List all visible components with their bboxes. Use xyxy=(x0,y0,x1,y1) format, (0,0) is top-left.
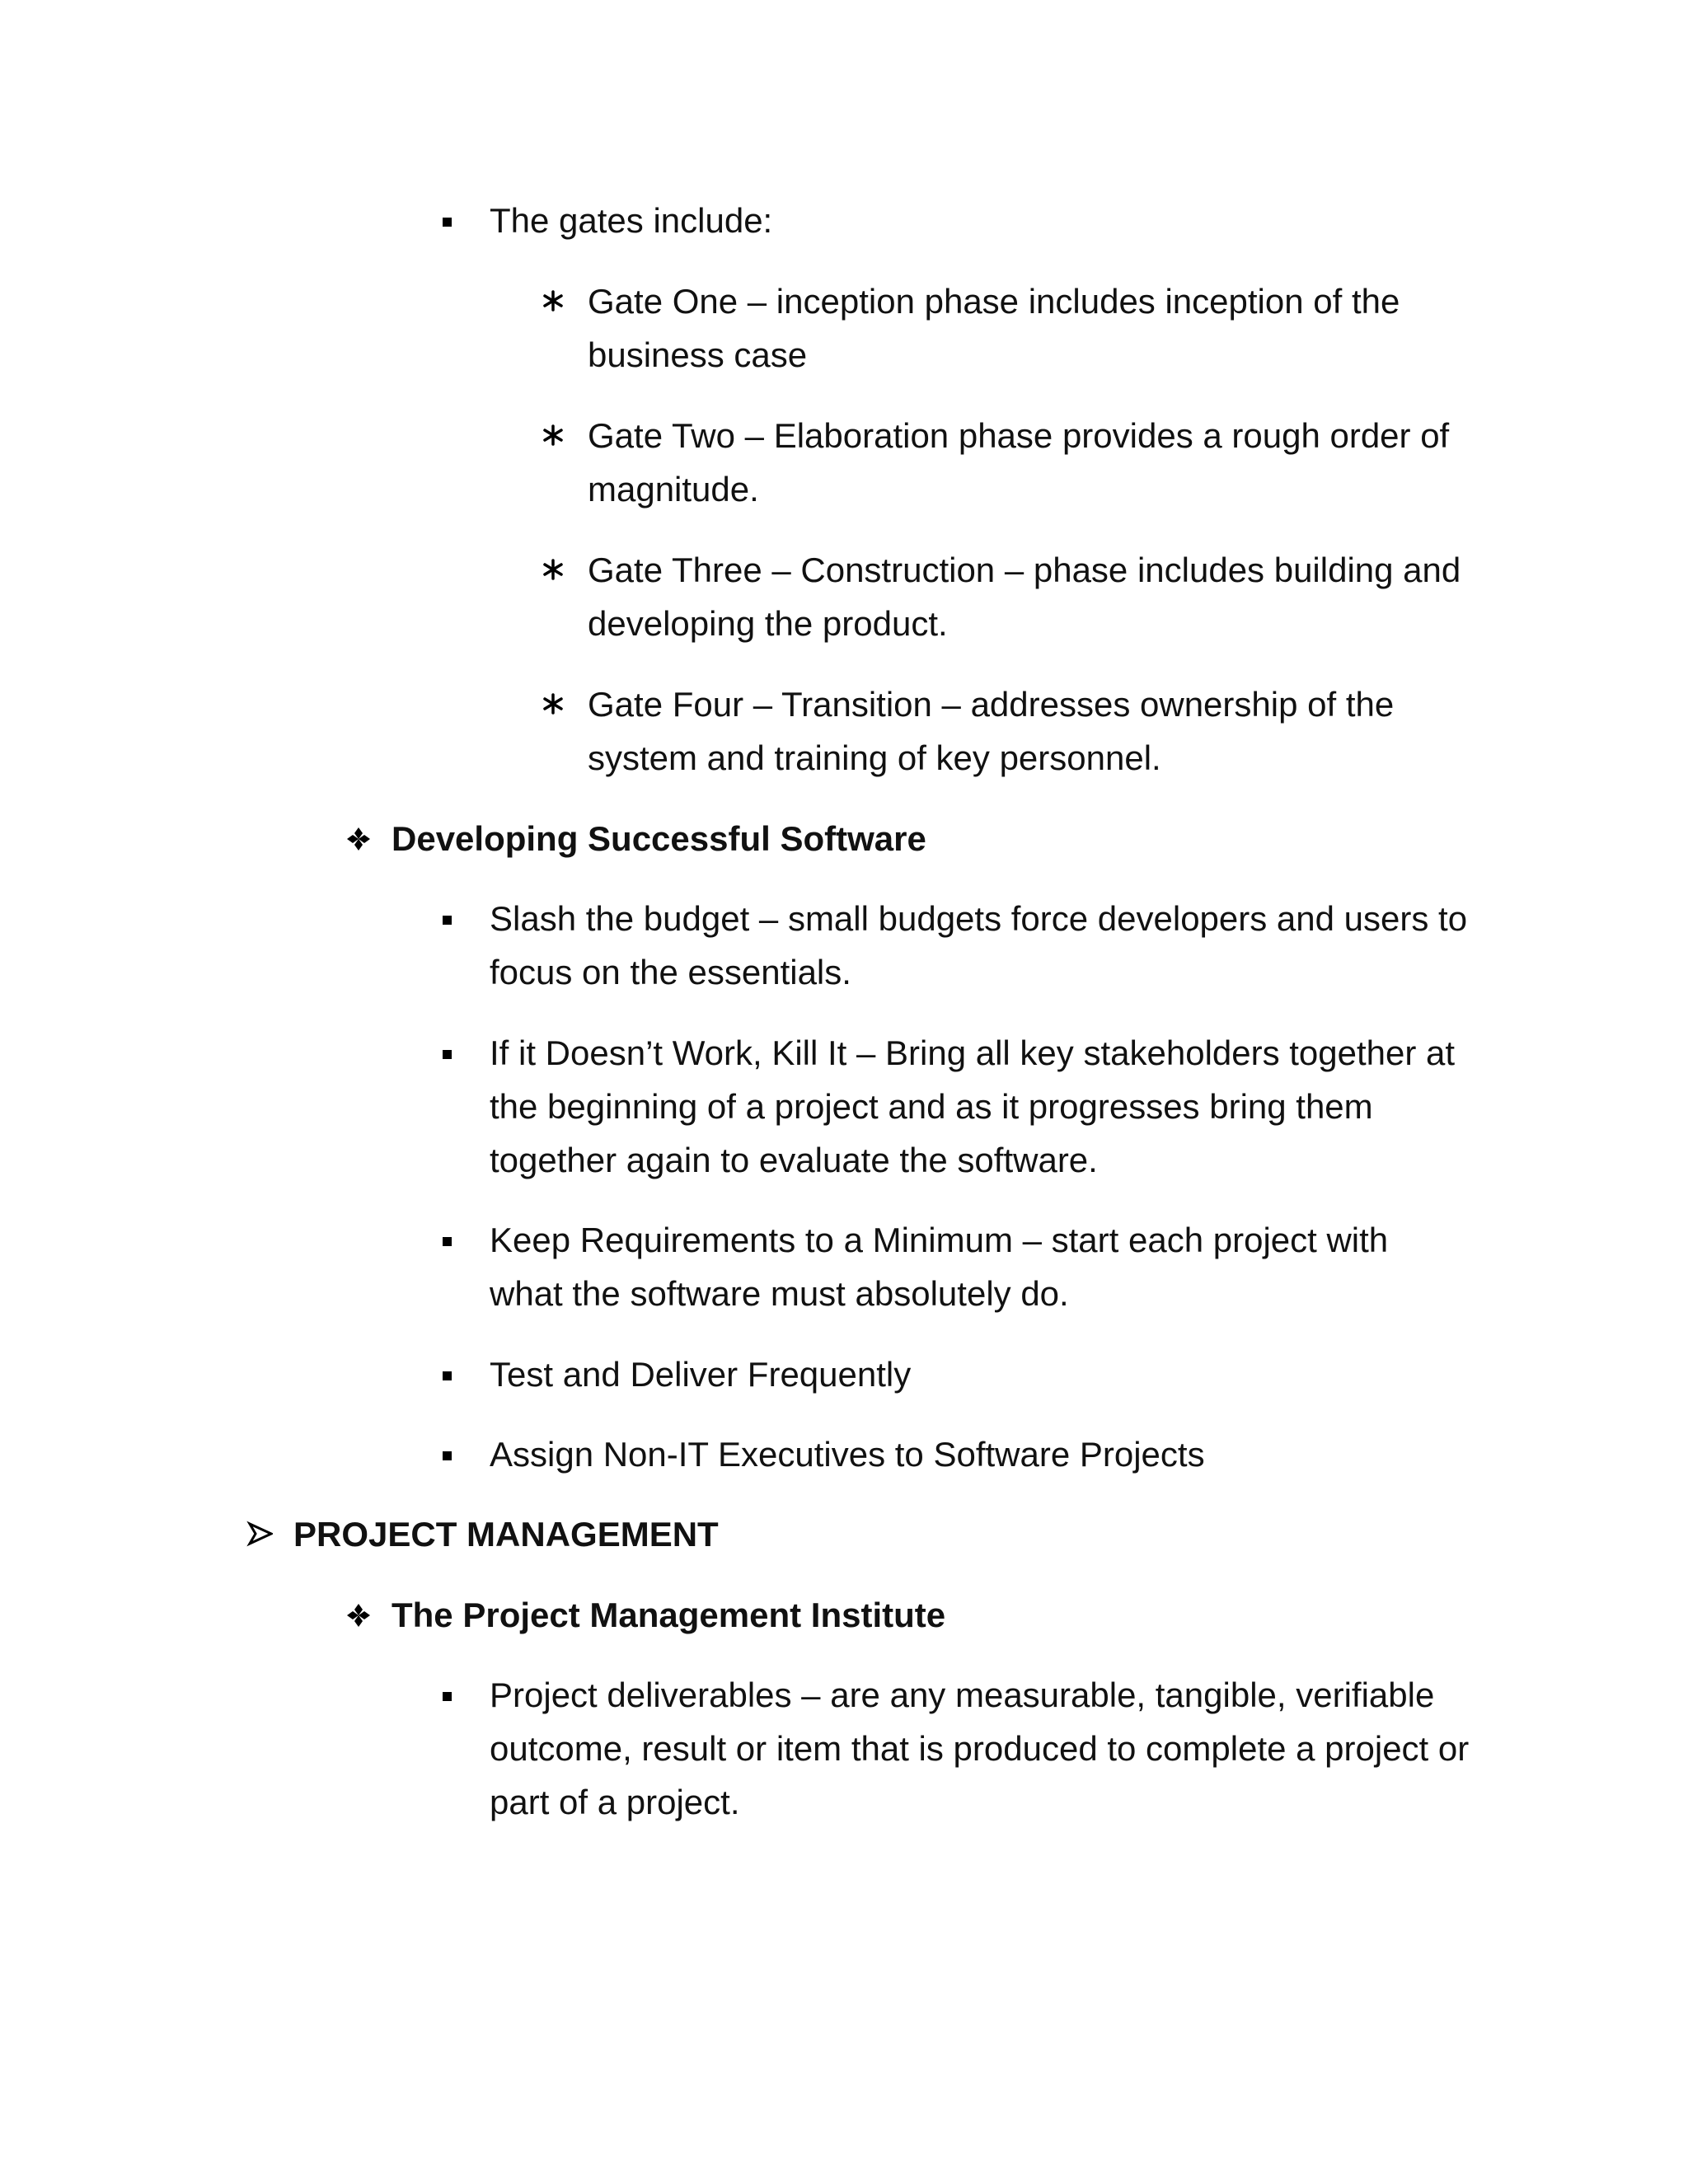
list-item-text: The gates include: xyxy=(490,201,773,240)
square-bullet-icon xyxy=(443,892,452,945)
section-heading xyxy=(392,1588,1463,1642)
list-item xyxy=(490,892,1487,999)
list-item xyxy=(588,274,1486,382)
square-bullet-icon xyxy=(443,1347,452,1401)
list-item xyxy=(490,1213,1429,1320)
arrow-bullet-icon xyxy=(246,1507,273,1561)
list-item xyxy=(588,677,1486,785)
list-item-text: Project deliverables – are any measurable, tangible, verifiable outcome, result or item that is produced to complete a project or part of a project. xyxy=(490,1675,1470,1821)
list-item xyxy=(490,194,1479,247)
list-item-text: Gate Two – Elaboration phase provides a rough order of magnitude. xyxy=(588,416,1450,509)
section-heading xyxy=(293,1507,1365,1561)
list-item-text: If it Doesn’t Work, Kill It – Bring all key stakeholders together at the beginning of a project and as it progresses bring them together again to evaluate the software. xyxy=(490,1033,1456,1179)
list-item xyxy=(490,1347,1462,1401)
square-bullet-icon xyxy=(443,1427,452,1481)
list-item xyxy=(490,1668,1479,1829)
list-item-text: Gate Three – Construction – phase includes building and developing the product. xyxy=(588,551,1461,643)
list-item-text: Test and Deliver Frequently xyxy=(490,1355,912,1394)
list-item xyxy=(490,1026,1462,1187)
section-title: Developing Successful Software xyxy=(392,819,926,858)
square-bullet-icon xyxy=(443,194,452,247)
list-item-text: Gate One – inception phase includes inception of the business case xyxy=(588,282,1400,374)
star-bullet-icon xyxy=(541,677,565,727)
list-item xyxy=(490,1427,1462,1481)
diamond-bullet-icon xyxy=(345,1588,373,1642)
list-item-text: Keep Requirements to a Minimum – start each project with what the software must absolutely do. xyxy=(490,1221,1389,1313)
list-item-text: Gate Four – Transition – addresses ownership of the system and training of key personnel. xyxy=(588,685,1395,777)
list-item-text: Slash the budget – small budgets force developers and users to focus on the essentials. xyxy=(490,899,1468,991)
diamond-bullet-icon xyxy=(345,812,373,865)
section-heading xyxy=(392,812,1463,865)
star-bullet-icon xyxy=(541,543,565,593)
section-title: The Project Management Institute xyxy=(392,1596,946,1634)
star-bullet-icon xyxy=(541,274,565,324)
list-item xyxy=(588,543,1486,650)
square-bullet-icon xyxy=(443,1668,452,1722)
star-bullet-icon xyxy=(541,409,565,458)
section-title: PROJECT MANAGEMENT xyxy=(293,1515,719,1554)
list-item xyxy=(588,409,1486,516)
square-bullet-icon xyxy=(443,1026,452,1080)
list-item-text: Assign Non-IT Executives to Software Projects xyxy=(490,1435,1205,1474)
square-bullet-icon xyxy=(443,1213,452,1267)
